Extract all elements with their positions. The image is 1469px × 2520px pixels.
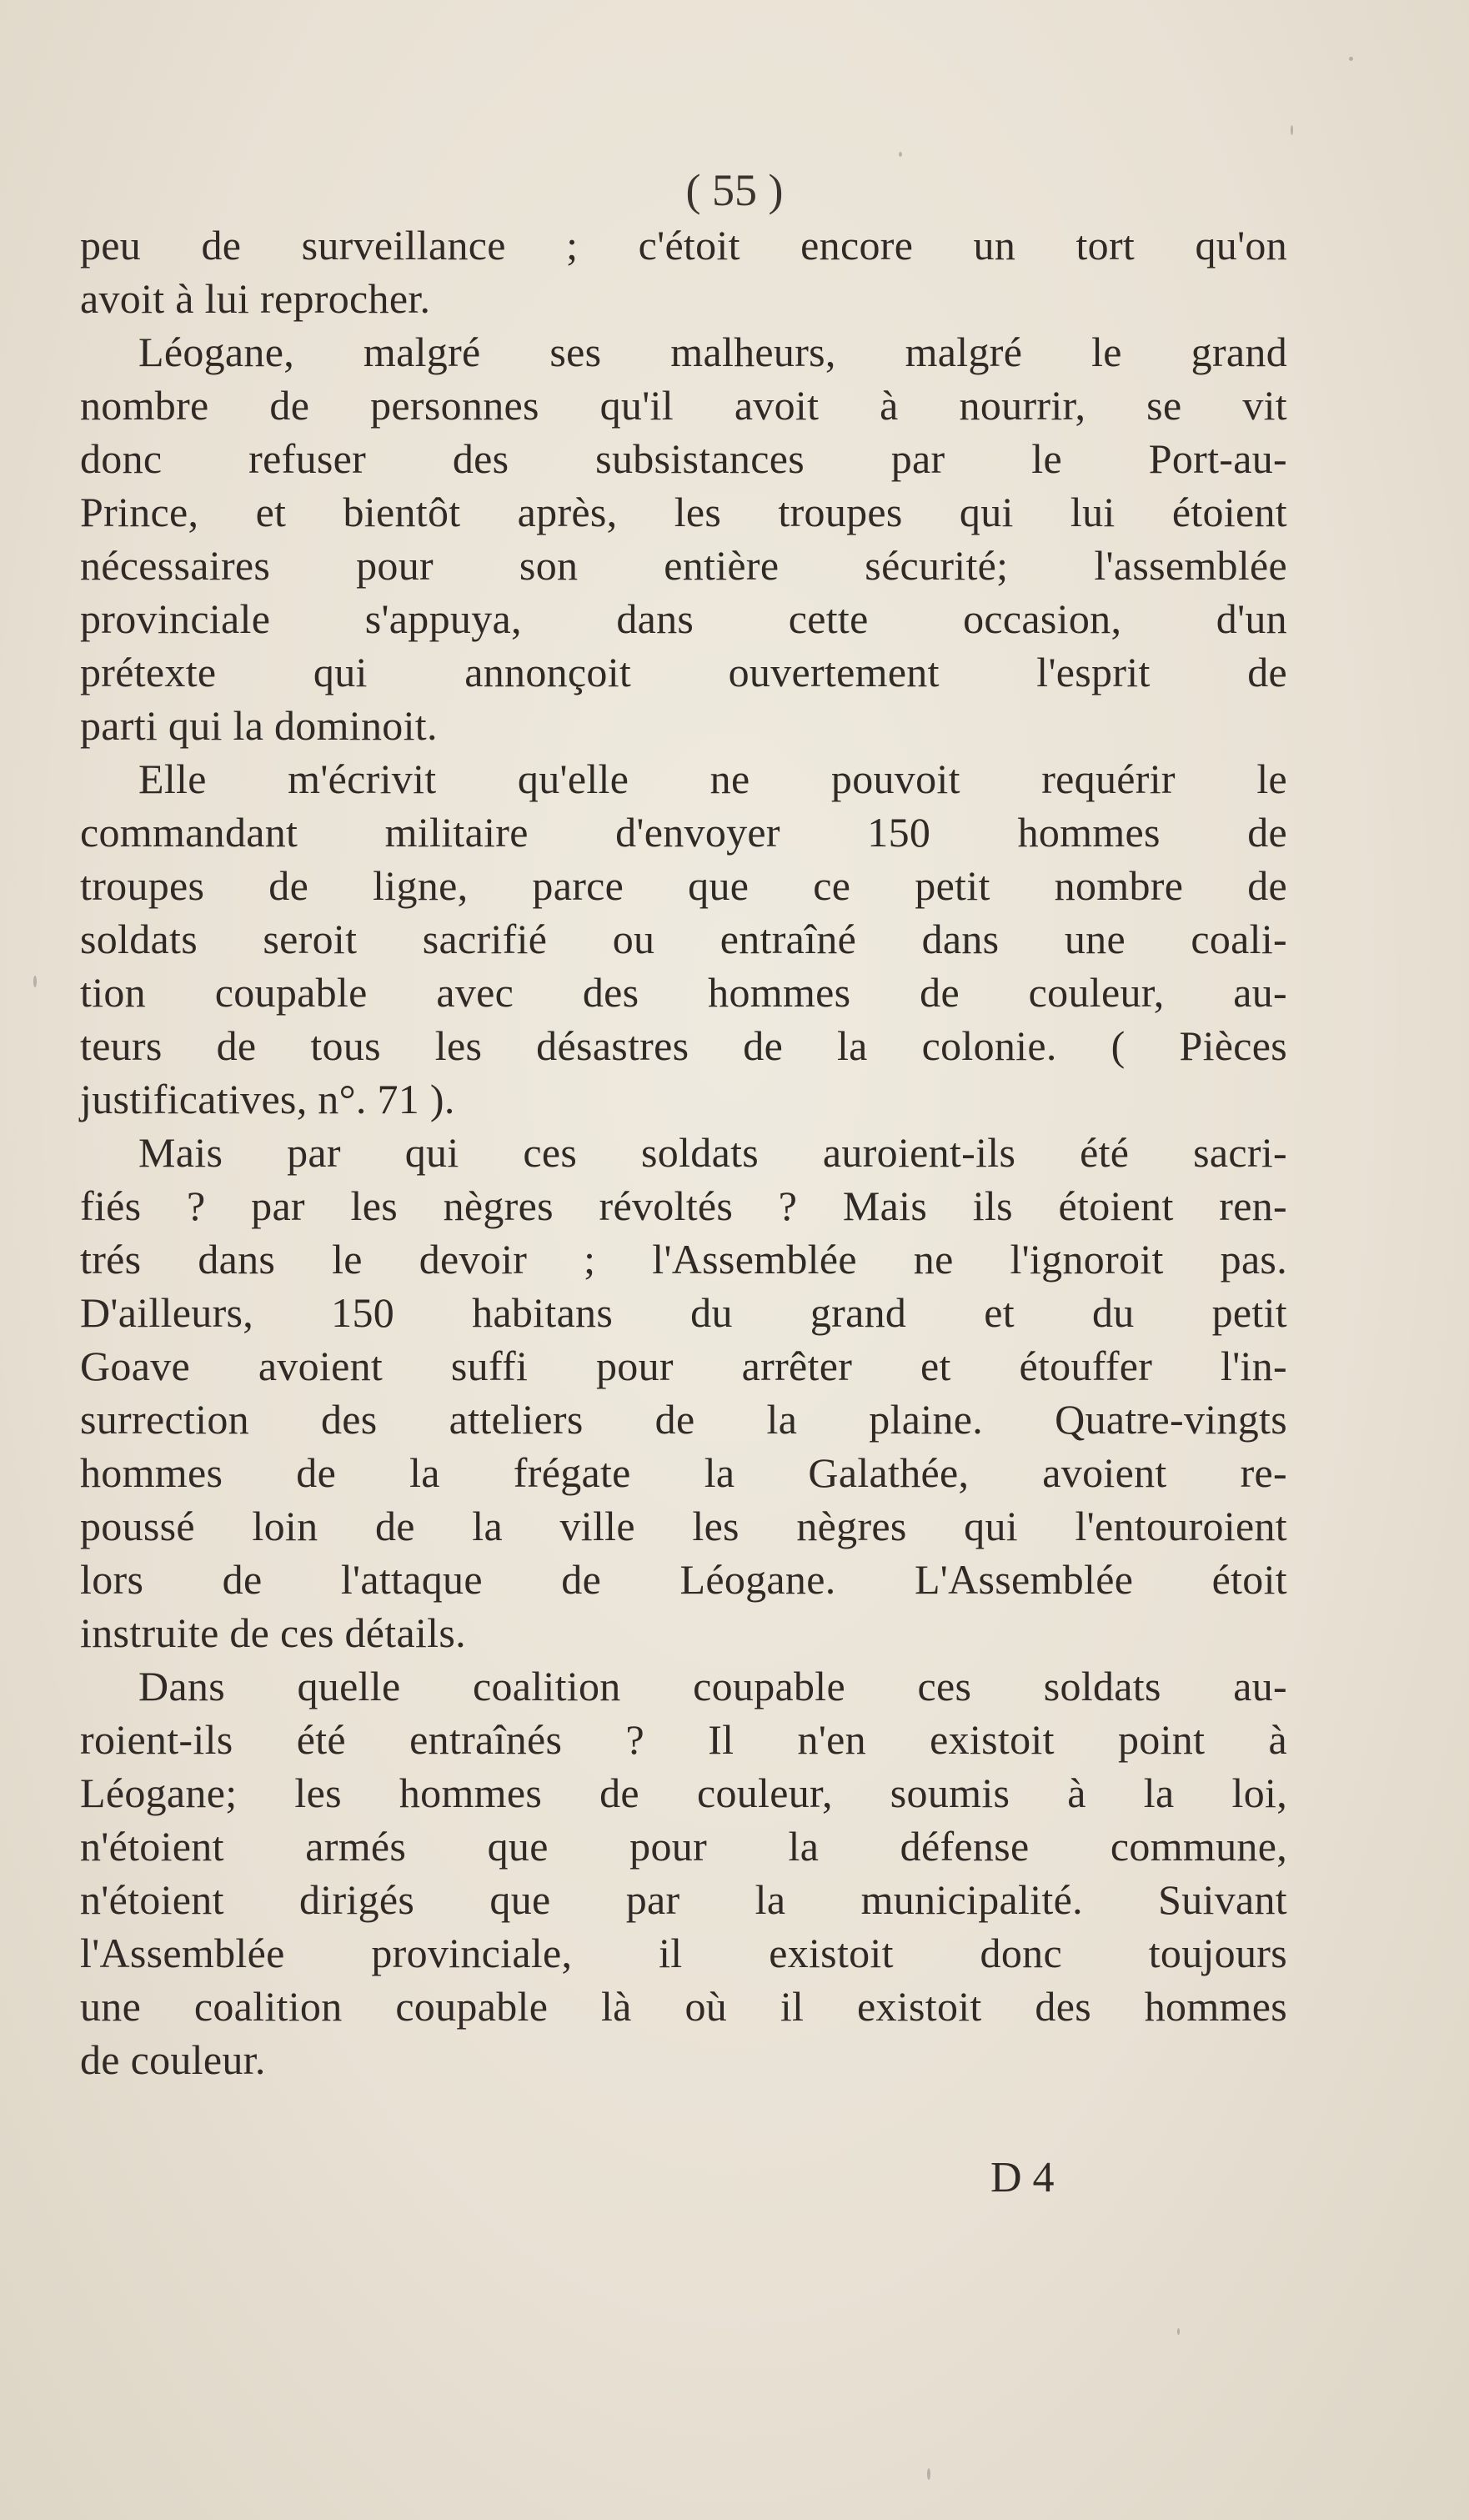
paper-speck	[1349, 57, 1353, 61]
text-line: fiés ? par les nègres révoltés ? Mais ils étoient ren-	[80, 1182, 1287, 1229]
text-line: Dans quelle coalition coupable ces soldats au-	[138, 1663, 1287, 1709]
text-line: nombre de personnes qu'il avoit à nourrir, se vit	[80, 382, 1287, 429]
text-line: trés dans le devoir ; l'Assemblée ne l'ignoroit pas.	[80, 1236, 1287, 1283]
text-line: instruite de ces détails.	[80, 1609, 466, 1656]
text-line: de couleur.	[80, 2036, 266, 2083]
text-line: peu de surveillance ; c'étoit encore un tort qu'on	[80, 222, 1287, 269]
text-line: roient-ils été entraînés ? Il n'en existoit point à	[80, 1716, 1287, 1763]
text-line: teurs de tous les désastres de la colonie. ( Pièces	[80, 1022, 1287, 1069]
text-line: justificatives, n°. 71 ).	[80, 1076, 455, 1122]
text-line: n'étoient dirigés que par la municipalité. Suivant	[80, 1876, 1287, 1923]
text-line: n'étoient armés que pour la défense commune,	[80, 1823, 1287, 1870]
text-line: surrection des atteliers de la plaine. Quatre-vingts	[80, 1396, 1287, 1443]
paper-speck	[927, 2468, 930, 2480]
text-line: Mais par qui ces soldats auroient-ils été sacri-	[138, 1129, 1287, 1176]
text-line: lors de l'attaque de Léogane. L'Assemblée étoit	[80, 1556, 1287, 1603]
text-line: provinciale s'appuya, dans cette occasion, d'un	[80, 595, 1287, 642]
paper-speck	[1291, 125, 1293, 135]
signature-mark: D 4	[990, 2154, 1055, 2201]
text-line: commandant militaire d'envoyer 150 hommes de	[80, 809, 1287, 856]
text-line: donc refuser des subsistances par le Port-au-	[80, 435, 1287, 482]
text-line: l'Assemblée provinciale, il existoit donc toujours	[80, 1930, 1287, 1976]
text-line: avoit à lui reprocher.	[80, 275, 431, 322]
text-line: tion coupable avec des hommes de couleur, au-	[80, 969, 1287, 1016]
paper-speck	[899, 152, 902, 157]
text-line: troupes de ligne, parce que ce petit nombre de	[80, 862, 1287, 909]
text-line: hommes de la frégate la Galathée, avoient re-	[80, 1449, 1287, 1496]
text-line: Léogane, malgré ses malheurs, malgré le grand	[138, 329, 1287, 375]
text-line: poussé loin de la ville les nègres qui l'entouroient	[80, 1503, 1287, 1549]
text-line: Léogane; les hommes de couleur, soumis à la loi,	[80, 1770, 1287, 1816]
paper-speck	[33, 976, 37, 987]
text-line: une coalition coupable là où il existoit des hommes	[80, 1983, 1287, 2030]
text-line: D'ailleurs, 150 habitans du grand et du petit	[80, 1289, 1287, 1336]
text-line: nécessaires pour son entière sécurité; l'assemblée	[80, 542, 1287, 589]
text-line: Prince, et bientôt après, les troupes qui lui étoient	[80, 489, 1287, 535]
page-number: ( 55 )	[685, 165, 784, 215]
body-text	[80, 218, 1287, 2086]
text-line: Elle m'écrivit qu'elle ne pouvoit requérir le	[138, 755, 1287, 802]
text-line: soldats seroit sacrifié ou entraîné dans une coali-	[80, 916, 1287, 962]
paper-speck	[1177, 2328, 1180, 2335]
text-line: parti qui la dominoit.	[80, 702, 438, 749]
text-line: Goave avoient suffi pour arrêter et étouffer l'in-	[80, 1343, 1287, 1389]
text-line: prétexte qui annonçoit ouvertement l'esprit de	[80, 649, 1287, 695]
